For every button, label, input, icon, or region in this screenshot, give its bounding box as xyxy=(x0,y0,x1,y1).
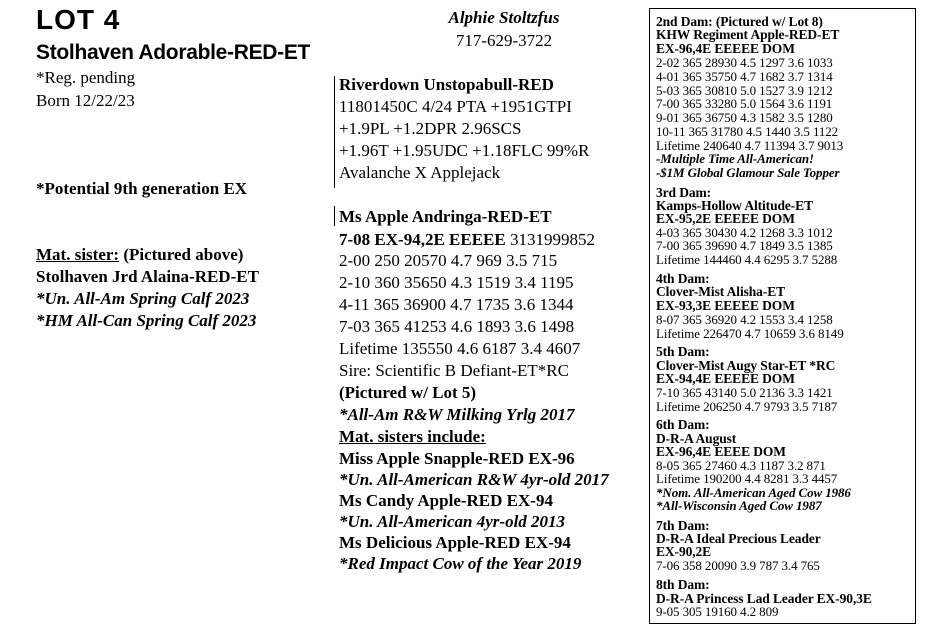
dam-score: 7-08 EX-94,2E EEEEE xyxy=(339,230,506,249)
dam7-record: 7-06 358 20090 3.9 787 3.4 765 xyxy=(656,558,820,573)
dam-record: 2-10 360 35650 4.3 1519 3.4 1195 xyxy=(339,273,574,292)
dam5-record: 7-10 365 43140 5.0 2136 3.3 1421 xyxy=(656,385,833,400)
dam3-record: 4-03 365 30430 4.2 1268 3.3 1012 xyxy=(656,225,833,240)
dam6-award: *Nom. All-American Aged Cow 1986 xyxy=(656,485,851,500)
dam4-name: Clover-Mist Alisha-ET xyxy=(656,284,786,299)
sire-divider xyxy=(334,76,335,188)
dam7-heading: 7th Dam: xyxy=(656,518,710,533)
dam2-award: -Multiple Time All-American! xyxy=(656,151,815,166)
dam5-name: Clover-Mist Augy Star-ET *RC xyxy=(656,358,836,373)
dam3-heading: 3rd Dam: xyxy=(656,185,712,200)
maternal-sister-label: Mat. sister: xyxy=(36,245,120,264)
dam7-score: EX-90,2E xyxy=(656,544,712,559)
sister-name: Miss Apple Snapple-RED EX-96 xyxy=(339,449,575,468)
dam2-record: 2-02 365 28930 4.5 1297 3.6 1033 xyxy=(656,55,833,70)
dam2-record: 10-11 365 31780 4.5 1440 3.5 1122 xyxy=(656,124,839,139)
dam3-lifetime: Lifetime 144460 4.4 6295 3.7 5288 xyxy=(656,252,838,267)
dam6-heading: 6th Dam: xyxy=(656,417,710,432)
dam6-name: D-R-A August xyxy=(656,431,737,446)
lot-title: LOT 4 xyxy=(36,4,121,35)
dam-score-line xyxy=(339,230,595,250)
maternal-sister-award: *Un. All-Am Spring Calf 2023 xyxy=(36,289,250,308)
birth-date: Born 12/22/23 xyxy=(36,91,135,110)
dam2-score: EX-96,4E EEEEE DOM xyxy=(656,41,795,56)
dam2-record: 4-01 365 35750 4.7 1682 3.7 1314 xyxy=(656,69,833,84)
sister-name: Ms Candy Apple-RED EX-94 xyxy=(339,491,553,510)
dam5-heading: 5th Dam: xyxy=(656,344,710,359)
dam5-lifetime: Lifetime 206250 4.7 9793 3.5 7187 xyxy=(656,399,838,414)
maternal-sister-section xyxy=(36,244,259,332)
maternal-sister-name: Stolhaven Jrd Alaina-RED-ET xyxy=(36,267,259,286)
sire-info: 11801450C 4/24 PTA +1951GTPI xyxy=(339,97,572,116)
sister-award: *Red Impact Cow of the Year 2019 xyxy=(339,554,582,573)
dam-name: Ms Apple Andringa-RED-ET xyxy=(339,207,552,226)
dam3-name: Kamps-Hollow Altitude-ET xyxy=(656,198,813,213)
dam5-score: EX-94,4E EEEEE DOM xyxy=(656,371,795,386)
sister-award: *Un. All-American R&W 4yr-old 2017 xyxy=(339,470,609,489)
seller-name: Alphie Stoltzfus xyxy=(448,8,560,27)
dam-record: 7-03 365 41253 4.6 1893 3.6 1498 xyxy=(339,317,575,336)
maternal-sisters-label: Mat. sisters include: xyxy=(339,427,486,446)
dam2-lifetime: Lifetime 240640 4.7 11394 3.7 9013 xyxy=(656,138,844,153)
dam4-heading: 4th Dam: xyxy=(656,271,710,286)
dam-lifetime: Lifetime 135550 4.6 6187 3.4 4607 xyxy=(339,339,581,358)
dam2-record: 7-00 365 33280 5.0 1564 3.6 1191 xyxy=(656,96,833,111)
dam2-record: 9-01 365 36750 4.3 1582 3.5 1280 xyxy=(656,110,833,125)
dam-record: 4-11 365 36900 4.7 1735 3.6 1344 xyxy=(339,295,574,314)
seller-phone: 717-629-3722 xyxy=(455,31,553,50)
dam3-score: EX-95,2E EEEEE DOM xyxy=(656,211,795,226)
dam2-heading: 2nd Dam: (Pictured w/ Lot 8) xyxy=(656,14,823,29)
maternal-sister-note: (Pictured above) xyxy=(119,245,244,264)
sire-name: Riverdown Unstopabull-RED xyxy=(339,75,554,94)
dam-reg-number: 3131999852 xyxy=(505,230,595,249)
dam-sire: Sire: Scientific B Defiant-ET*RC xyxy=(339,361,569,380)
potential-generation: *Potential 9th generation EX xyxy=(36,179,248,198)
dam4-lifetime: Lifetime 226470 4.7 10659 3.6 8149 xyxy=(656,326,844,341)
dam2-name: KHW Regiment Apple-RED-ET xyxy=(656,27,840,42)
dam-award: *All-Am R&W Milking Yrlg 2017 xyxy=(339,405,575,424)
sister-award: *Un. All-American 4yr-old 2013 xyxy=(339,512,566,531)
maternal-sister-award: *HM All-Can Spring Calf 2023 xyxy=(36,311,257,330)
sister-name: Ms Delicious Apple-RED EX-94 xyxy=(339,533,571,552)
dam6-score: EX-96,4E EEEE DOM xyxy=(656,444,786,459)
dam-record: 2-00 250 20570 4.7 969 3.5 715 xyxy=(339,251,558,270)
dam2-record: 5-03 365 30810 5.0 1527 3.9 1212 xyxy=(656,83,833,98)
animal-name: Stolhaven Adorable-RED-ET xyxy=(36,41,311,64)
sire-info: +1.9PL +1.2DPR 2.96SCS xyxy=(339,119,522,138)
registration-status: *Reg. pending xyxy=(36,68,136,87)
dam4-record: 8-07 365 36920 4.2 1553 3.4 1258 xyxy=(656,312,833,327)
maternal-sister-heading xyxy=(36,244,259,266)
dam-pictured: (Pictured w/ Lot 5) xyxy=(339,383,477,402)
sire-pedigree: Avalanche X Applejack xyxy=(339,163,501,182)
dam4-score: EX-93,3E EEEEE DOM xyxy=(656,298,795,313)
dam-divider xyxy=(334,206,335,226)
dam7-name: D-R-A Ideal Precious Leader xyxy=(656,531,821,546)
dam3-record: 7-00 365 39690 4.7 1849 3.5 1385 xyxy=(656,238,833,253)
dam2-award: -$1M Global Glamour Sale Topper xyxy=(656,165,840,180)
dam6-award: *All-Wisconsin Aged Cow 1987 xyxy=(656,498,822,513)
dam6-lifetime: Lifetime 190200 4.4 8281 3.3 4457 xyxy=(656,471,838,486)
dam8-record: 9-05 305 19160 4.2 809 xyxy=(656,604,779,619)
dam8-name: D-R-A Princess Lad Leader EX-90,3E xyxy=(656,591,872,606)
dam8-heading: 8th Dam: xyxy=(656,577,710,592)
sire-info: +1.96T +1.95UDC +1.18FLC 99%R xyxy=(339,141,590,160)
dam6-record: 8-05 365 27460 4.3 1187 3.2 871 xyxy=(656,458,826,473)
